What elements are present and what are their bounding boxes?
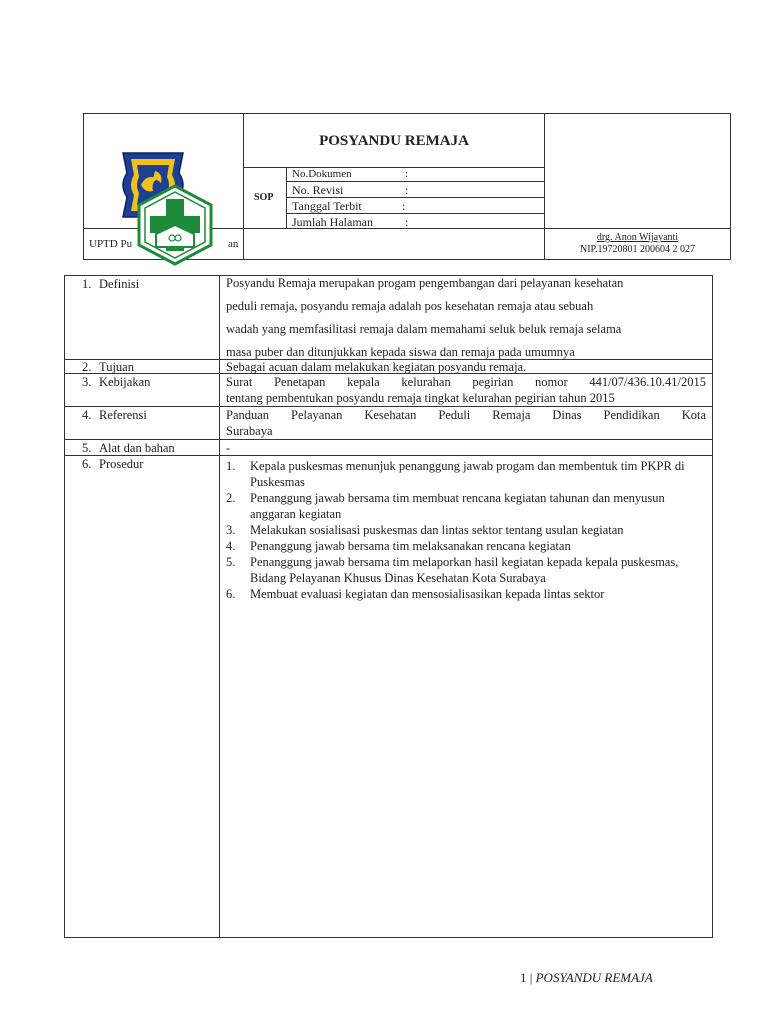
field-no-dokumen-label: No.Dokumen (292, 168, 352, 180)
kebijakan-label: Kebijakan (99, 375, 151, 389)
signer-name: drg. Anon Wijayanti (596, 232, 679, 243)
definisi-num: 1. (82, 277, 92, 291)
field-no-revisi-colon: : (405, 183, 409, 197)
step-text: Kepala puskesmas menunjuk penanggung jawab progam dan membentuk tim PKPR di Puskesmas (250, 459, 685, 489)
field-tanggal-terbit-label: Tanggal Terbit (292, 199, 362, 213)
field-no-dokumen-colon: : (405, 168, 409, 180)
prosedur-step (226, 522, 706, 538)
step-number: 1. (226, 459, 236, 473)
signer-nip: NIP.19720801 200604 2 027 (579, 244, 695, 255)
referensi-num: 4. (82, 408, 92, 422)
step-number: 3. (226, 523, 236, 537)
definisi-text (226, 272, 706, 364)
footer-separator: | (529, 970, 533, 985)
field-jumlah-halaman-colon: : (405, 215, 409, 229)
step-text: Penanggung jawab bersama tim melaksanakan rencana kegiatan (250, 539, 571, 553)
kebijakan-num: 3. (82, 375, 92, 389)
page-number: 1 (520, 970, 527, 985)
puskesmas-logo (134, 184, 216, 266)
tujuan-label: Tujuan (99, 360, 134, 374)
step-number: 2. (226, 491, 236, 505)
tujuan-num: 2. (82, 360, 92, 374)
step-number: 5. (226, 555, 236, 569)
field-tanggal-terbit-colon: : (402, 199, 406, 213)
field-jumlah-halaman-label: Jumlah Halaman (292, 215, 373, 229)
definisi-label: Definisi (99, 277, 140, 291)
prosedur-step (226, 554, 706, 586)
step-text: Melakukan sosialisasi puskesmas dan lintas sektor tentang usulan kegiatan (250, 523, 624, 537)
prosedur-step (226, 586, 706, 602)
unit-name-left: UPTD Pu (89, 238, 133, 250)
prosedur-step (226, 490, 706, 522)
referensi-line2: Surabaya (226, 424, 273, 438)
definisi-line: masa puber dan ditunjukkan kepada siswa dan remaja pada umumnya (226, 345, 575, 359)
referensi-label: Referensi (99, 408, 147, 422)
step-text: Penanggung jawab bersama tim membuat rencana kegiatan tahunan dan menyusun anggaran kegiatan (250, 491, 665, 521)
prosedur-list (226, 458, 706, 602)
page-footer (520, 970, 653, 986)
kebijakan-line2: tentang pembentukan posyandu remaja tingkat kelurahan pegirian tahun 2015 (226, 391, 615, 405)
alat-num: 5. (82, 441, 92, 455)
step-text: Membuat evaluasi kegiatan dan mensosialisasikan kepada lintas sektor (250, 587, 605, 601)
field-no-revisi-label: No. Revisi (292, 183, 344, 197)
prosedur-label: Prosedur (99, 457, 144, 471)
prosedur-num: 6. (82, 457, 92, 471)
step-number: 4. (226, 539, 236, 553)
footer-doc-title: POSYANDU REMAJA (535, 970, 653, 985)
referensi-line1: Panduan Pelayanan Kesehatan Peduli Remaja Dinas Pendidikan Kota (226, 408, 706, 422)
sop-label: SOP (254, 192, 274, 203)
prosedur-step (226, 538, 706, 554)
prosedur-step (226, 458, 706, 490)
definisi-line: peduli remaja, posyandu remaja adalah pos kesehatan remaja atau sebuah (226, 299, 594, 313)
doc-title: POSYANDU REMAJA (319, 133, 469, 149)
alat-label: Alat dan bahan (99, 441, 175, 455)
tujuan-text: Sebagai acuan dalam melakukan kegiatan posyandu remaja. (226, 360, 527, 374)
unit-name-right: an (228, 238, 239, 250)
definisi-line: Posyandu Remaja merupakan progam pengembangan dari pelayanan kesehatan (226, 276, 624, 290)
step-number: 6. (226, 587, 236, 601)
alat-text: - (226, 441, 231, 455)
step-text: Penanggung jawab bersama tim melaporkan hasil kegiatan kepada kepala puskesmas, Bidang Pelayanan Khusus Dinas Kesehatan Kota Surabaya (250, 555, 679, 585)
definisi-line: wadah yang memfasilitasi remaja dalam memahami seluk beluk remaja selama (226, 322, 622, 336)
kebijakan-line1: Surat Penetapan kepala kelurahan pegirian nomor 441/07/436.10.41/2015 (226, 375, 706, 389)
